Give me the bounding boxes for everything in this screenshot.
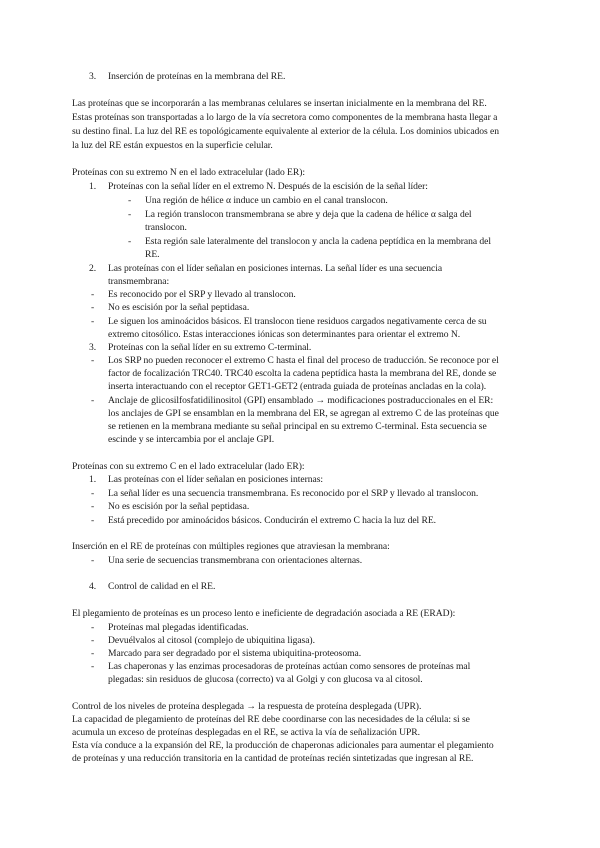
bullet-text: La señal líder es una secuencia transmembrana. Es reconocido por el SRP y llevado al translocon. [108,488,479,499]
dash-bullet: - [91,648,95,659]
bullet-text: extremo citosólico. Estas interacciones iónicas son determinantes para orientar el extremo N. [108,329,461,340]
dash-bullet: - [91,661,95,672]
upr-line: Control de los niveles de proteína desplegada → la respuesta de proteína desplegada (UPR). [72,701,422,712]
sub-item-text: translocon. [145,222,187,233]
bullet-text: plegadas: sin residuos de glucosa (correcto) va al Golgi y con glucosa va al citosol. [108,674,423,685]
bullet-text: se retienen en la membrana mediante su señal principal en su extremo C-terminal. Esta secuencia se [108,421,487,432]
multipass-title: Inserción en el RE de proteínas con múltiples regiones que atraviesan la membrana: [72,541,390,552]
dash-bullet: - [91,555,95,566]
bullet-text: inserta interactuando con el receptor GET1-GET2 (entrada guiada de proteínas ancladas en la cola). [108,381,487,392]
list-item-text: Las proteínas con el líder señalan en posiciones internas: [108,474,324,485]
dash-bullet: - [91,515,95,526]
intro-line: Las proteínas que se incorporarán a las membranas celulares se insertan inicialmente en la membrana del RE. [72,98,487,109]
bullet-text: Devuélvalos al citosol (complejo de ubiquitina ligasa). [108,635,315,646]
dash-bullet: - [128,195,132,206]
intro-line: Estas proteínas son transportadas a lo largo de la vía secretora como componentes de la membrana hasta llegar a [72,112,498,123]
bullet-text: los anclajes de GPI se ensamblan en la membrana del ER, se agregan al extremo C de las proteínas que [108,408,499,419]
bullet-text: Le siguen los aminoácidos básicos. El translocon tiene residuos cargados negativamente cerca de su [108,316,487,327]
upr-line: de proteínas y una reducción transitoria en la cantidad de proteínas recién sintetizadas que ingresan al RE. [72,753,474,764]
dash-bullet: - [128,209,132,220]
upr-line: acumula un exceso de proteínas desplegadas en el RE, se activa la vía de señalización UPR. [72,727,420,738]
bullet-text: Las chaperonas y las enzimas procesadoras de proteínas actúan como sensores de proteínas mal [108,661,471,672]
bullet-text: Está precedido por aminoácidos básicos. Conducirán el extremo C hacia la luz del RE. [108,515,437,526]
dash-bullet: - [91,635,95,646]
bullet-text: factor de focalización TRC40. TRC40 escolta la cadena peptídica hasta la membrana del RE, donde se [108,368,497,379]
list-number: 1. [89,181,97,192]
sub-item-text: La región translocon transmembrana se abre y deja que la cadena de hélice α salga del [145,209,472,220]
dash-bullet: - [91,622,95,633]
list-number: 1. [89,474,97,485]
list-number: 2. [89,263,97,274]
dash-bullet: - [91,289,95,300]
section-4-title: Control de calidad en el RE. [108,581,216,592]
c-extreme-title: Proteínas con su extremo C en el lado extracelular (lado ER): [72,461,305,472]
sub-item-text: Esta región sale lateralmente del translocon y ancla la cadena peptídica en la membrana del [145,236,491,247]
dash-bullet: - [91,395,95,406]
dash-bullet: - [91,316,95,327]
bullet-text: Proteínas mal plegadas identificadas. [108,622,249,633]
bullet-text: Una serie de secuencias transmembrana con orientaciones alternas. [108,555,363,566]
dash-bullet: - [91,488,95,499]
intro-line: su destino final. La luz del RE es topológicamente equivalente al exterior de la célula. Los dominios ubicados en [72,126,500,137]
bullet-text: Marcado para ser degradado por el sistema ubiquitina-proteosoma. [108,648,362,659]
bullet-text: Los SRP no pueden reconocer el extremo C hasta el final del proceso de traducción. Se reconoce por el [108,355,499,366]
bullet-text: No es escisión por la señal peptidasa. [108,501,250,512]
list-item-text: transmembrana: [108,276,170,287]
section-3-number: 3. [89,71,97,82]
n-extreme-title: Proteínas con su extremo N en el lado extracelular (lado ER): [72,167,305,178]
section-4-number: 4. [89,581,97,592]
bullet-text: No es escisión por la señal peptidasa. [108,302,250,313]
intro-line: la luz del RE están expuestos en la superficie celular. [72,140,273,151]
list-item-text: Proteínas con la señal líder en su extremo C-terminal. [108,342,312,353]
upr-line: La capacidad de plegamiento de proteínas del RE debe coordinarse con las necesidades de la célula: si se [72,714,470,725]
bullet-text: Anclaje de glicosilfosfatidilinositol (GPI) ensamblado → modificaciones postraduccionales en el ER: [108,395,494,406]
dash-bullet: - [91,302,95,313]
list-number: 3. [89,342,97,353]
bullet-text: escinde y se intercambia por el anclaje GPI. [108,434,275,445]
bullet-text: Es reconocido por el SRP y llevado al translocon. [108,289,296,300]
sub-item-text: RE. [145,249,160,260]
dash-bullet: - [128,236,132,247]
list-item-text: Las proteínas con el líder señalan en posiciones internas. La señal líder es una secuencia [108,263,443,274]
erad-title: El plegamiento de proteínas es un proceso lento e ineficiente de degradación asociada a RE (ERAD): [72,608,456,619]
list-item-text: Proteínas con la señal líder en el extremo N. Después de la escisión de la señal líder: [108,181,428,192]
dash-bullet: - [91,355,95,366]
sub-item-text: Una región de hélice α induce un cambio en el canal translocon. [145,195,388,206]
upr-line: Esta vía conduce a la expansión del RE, la producción de chaperonas adicionales para aumentar el plegamiento [72,740,494,751]
dash-bullet: - [91,501,95,512]
section-3-title: Inserción de proteínas en la membrana del RE. [108,71,286,82]
